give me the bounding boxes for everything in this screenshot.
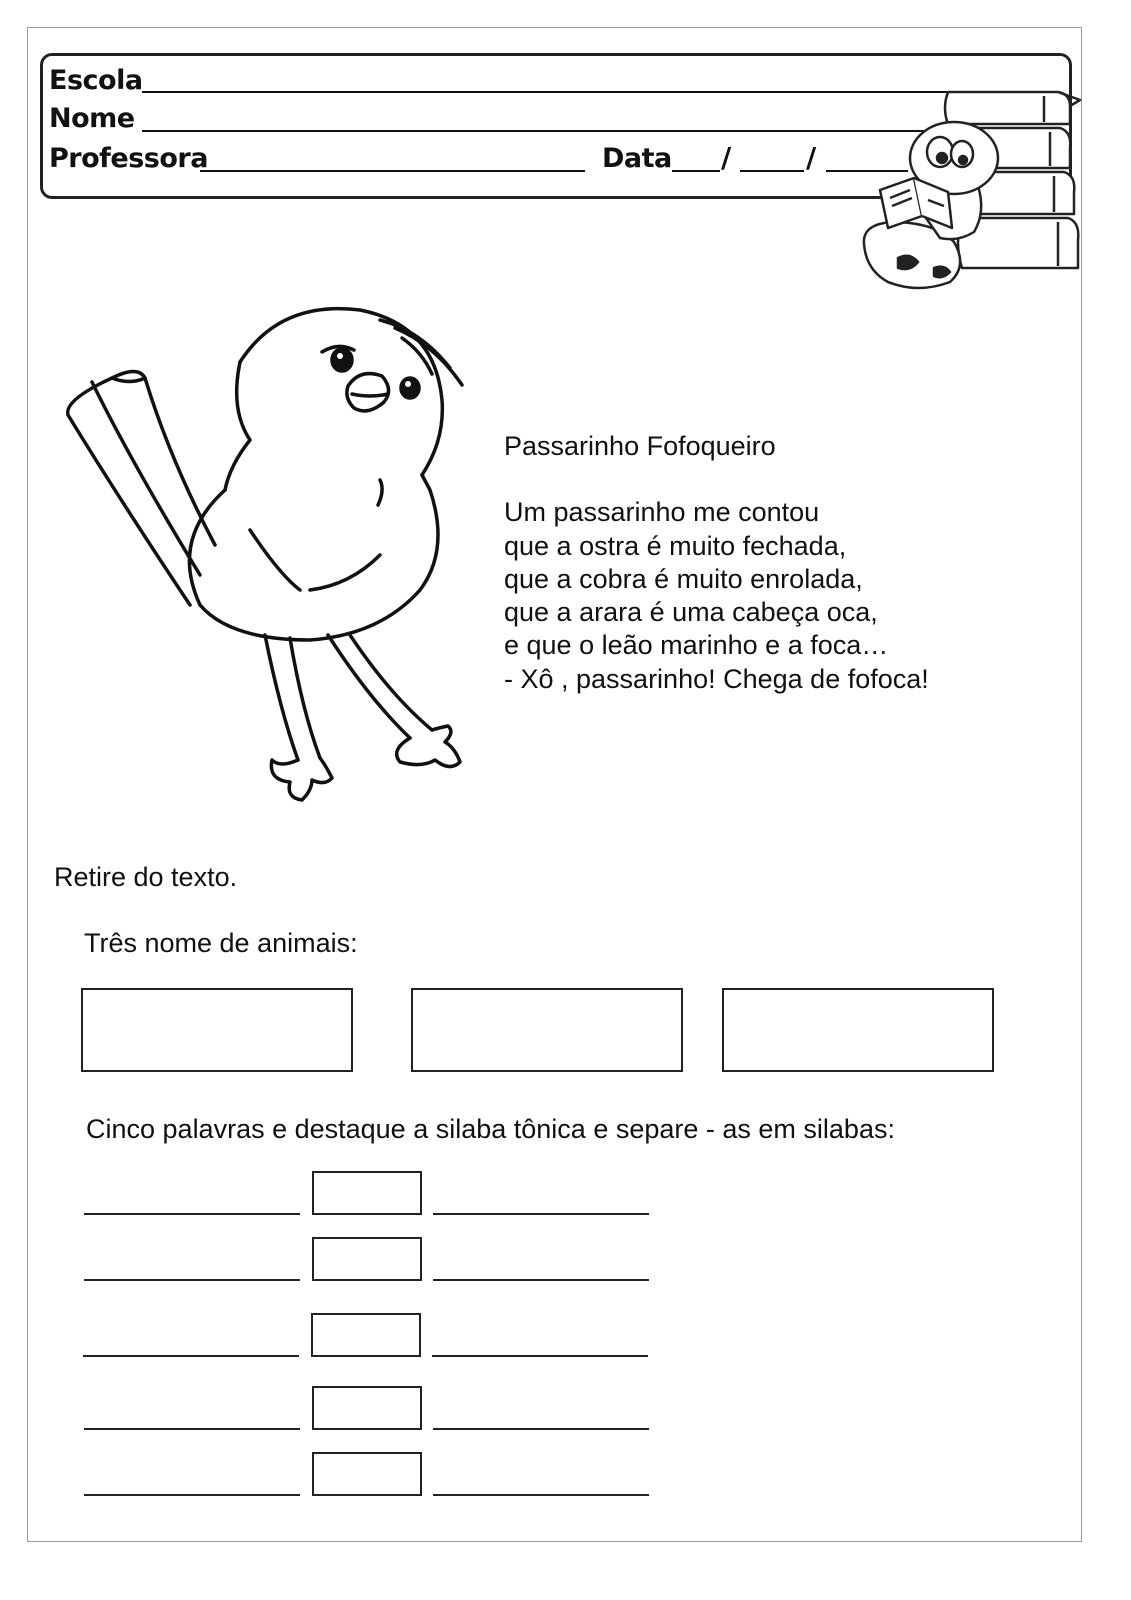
word-line[interactable] bbox=[84, 1213, 300, 1215]
professora-field[interactable] bbox=[200, 170, 585, 172]
question-syllables: Cinco palavras e destaque a silaba tônica e separe - as em silabas: bbox=[86, 1114, 895, 1144]
syllables-line[interactable] bbox=[433, 1279, 649, 1281]
word-line[interactable] bbox=[84, 1494, 300, 1496]
escola-label: Escola bbox=[49, 65, 143, 96]
poem-line: e que o leão marinho e a foca… bbox=[504, 630, 889, 661]
tonic-syllable-box[interactable] bbox=[312, 1452, 422, 1496]
question-animals: Três nome de animais: bbox=[84, 928, 358, 958]
exercise-instruction: Retire do texto. bbox=[54, 862, 238, 892]
bird-illustration-icon bbox=[50, 290, 480, 820]
word-line[interactable] bbox=[84, 1279, 300, 1281]
tonic-syllable-box[interactable] bbox=[312, 1386, 422, 1430]
syllables-line[interactable] bbox=[433, 1494, 649, 1496]
poem bbox=[504, 430, 929, 696]
word-line[interactable] bbox=[83, 1355, 299, 1357]
professora-label: Professora bbox=[49, 143, 208, 174]
tonic-syllable-box[interactable] bbox=[311, 1313, 421, 1357]
poem-title: Passarinho Fofoqueiro bbox=[504, 431, 776, 461]
nome-field[interactable] bbox=[142, 130, 950, 132]
syllables-line[interactable] bbox=[433, 1428, 649, 1430]
date-separator: / bbox=[721, 141, 732, 174]
poem-line: que a cobra é muito enrolada, bbox=[504, 563, 863, 594]
animal-answer-box-3[interactable] bbox=[722, 988, 994, 1072]
poem-line: - Xô , passarinho! Chega de fofoca! bbox=[504, 663, 929, 694]
escola-field[interactable] bbox=[142, 91, 950, 93]
syllables-line[interactable] bbox=[433, 1213, 649, 1215]
animal-answer-box-1[interactable] bbox=[81, 988, 353, 1072]
syllables-line[interactable] bbox=[432, 1355, 648, 1357]
word-line[interactable] bbox=[84, 1428, 300, 1430]
poem-line: que a ostra é muito fechada, bbox=[504, 530, 847, 561]
poem-line: Um passarinho me contou bbox=[504, 497, 820, 528]
tonic-syllable-box[interactable] bbox=[312, 1237, 422, 1281]
tonic-syllable-box[interactable] bbox=[312, 1171, 422, 1215]
worm-reading-on-books-icon bbox=[858, 82, 1090, 292]
nome-label: Nome bbox=[49, 103, 135, 134]
date-day-field[interactable] bbox=[672, 170, 720, 172]
date-month-field[interactable] bbox=[740, 170, 804, 172]
animal-answer-box-2[interactable] bbox=[411, 988, 683, 1072]
poem-line: que a arara é uma cabeça oca, bbox=[504, 597, 878, 628]
data-label: Data bbox=[602, 143, 672, 174]
date-separator: / bbox=[806, 141, 817, 174]
